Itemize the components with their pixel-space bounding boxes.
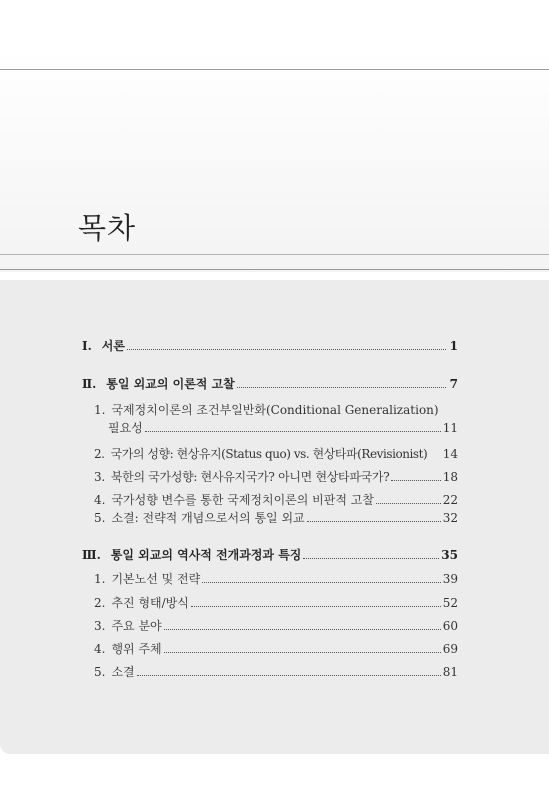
section-label: 국가의 성향: 현상유지(Status quo) vs. 현상타파(Revisionist) [110,447,428,461]
section-number: 4. [94,642,106,656]
section-number: 2. [94,596,106,610]
page-number: 81 [442,665,458,679]
toc-section-2-4[interactable] [94,492,458,508]
page-title: 목차 [78,211,137,245]
dot-leader [191,606,441,607]
toc-section-2-5[interactable] [94,510,458,526]
section-label: 행위 주체 [111,642,162,656]
section-label: 추진 형태/방식 [111,596,189,610]
section-label: 주요 분야 [111,619,162,633]
toc-section-3-3[interactable] [94,618,458,634]
title-rule-upper [0,254,549,255]
chapter-number: Ⅰ. [82,339,92,353]
dot-leader [303,558,439,559]
dot-leader [164,629,441,630]
chapter-number: Ⅱ. [82,377,97,391]
section-number: 1. [94,403,106,417]
dot-leader [137,675,441,676]
chapter-label: 서론 [101,339,125,353]
toc-section-2-1-line2[interactable] [108,420,458,436]
section-number: 1. [94,572,106,586]
section-number: 2. [94,447,105,461]
toc-section-3-1[interactable] [94,571,458,587]
toc-section-3-4[interactable] [94,641,458,657]
section-number: 5. [94,665,106,679]
section-number: 3. [94,619,106,633]
page-number: 22 [442,493,458,507]
page-number: 35 [441,548,458,562]
section-label: 국가성향 변수를 통한 국제정치이론의 비판적 고찰 [111,493,374,507]
top-rule [0,69,549,70]
section-label: 소결 [111,665,135,679]
page-number: 69 [442,642,458,656]
section-number: 5. [94,511,106,525]
page-number: 18 [442,470,458,484]
chapter-label: 통일 외교의 이론적 고찰 [106,377,235,391]
toc-chapter-1[interactable] [82,338,458,354]
toc-chapter-3[interactable] [82,547,458,563]
dot-leader [164,652,441,653]
section-label: 소결: 전략적 개념으로서의 통일 외교 [111,511,305,525]
page-number: 1 [449,339,458,353]
dot-leader [237,387,446,388]
section-number: 3. [94,470,105,484]
dot-leader [376,503,441,504]
dot-leader [391,480,440,481]
dot-leader [127,349,446,350]
toc-section-2-2[interactable] [94,446,458,462]
dot-leader [145,431,441,432]
page-number: 7 [449,377,458,391]
page-number: 39 [442,572,458,586]
toc-chapter-2[interactable] [82,376,458,392]
toc-section-2-3[interactable] [94,469,458,485]
page-number: 52 [442,596,458,610]
dot-leader [307,521,441,522]
toc-section-3-2[interactable] [94,595,458,611]
section-label: 국제정치이론의 조건부일반화(Conditional Generalization) [111,403,439,417]
page-number: 32 [442,511,458,525]
section-label: 기본노선 및 전략 [111,572,201,586]
page-number: 14 [442,447,458,461]
page-number: 11 [442,421,458,435]
toc-section-3-5[interactable] [94,664,458,680]
dot-leader [202,582,440,583]
chapter-label: 통일 외교의 역사적 전개과정과 특징 [110,548,302,562]
section-label-continued: 필요성 [108,421,143,435]
page-number: 60 [442,619,458,633]
chapter-number: Ⅲ. [82,548,101,562]
title-rule-lower [0,269,549,270]
section-label: 북한의 국가성향: 현사유지국가? 아니면 현상타파국가? [110,470,390,484]
toc-section-2-1-line1[interactable] [94,402,439,418]
section-number: 4. [94,493,106,507]
